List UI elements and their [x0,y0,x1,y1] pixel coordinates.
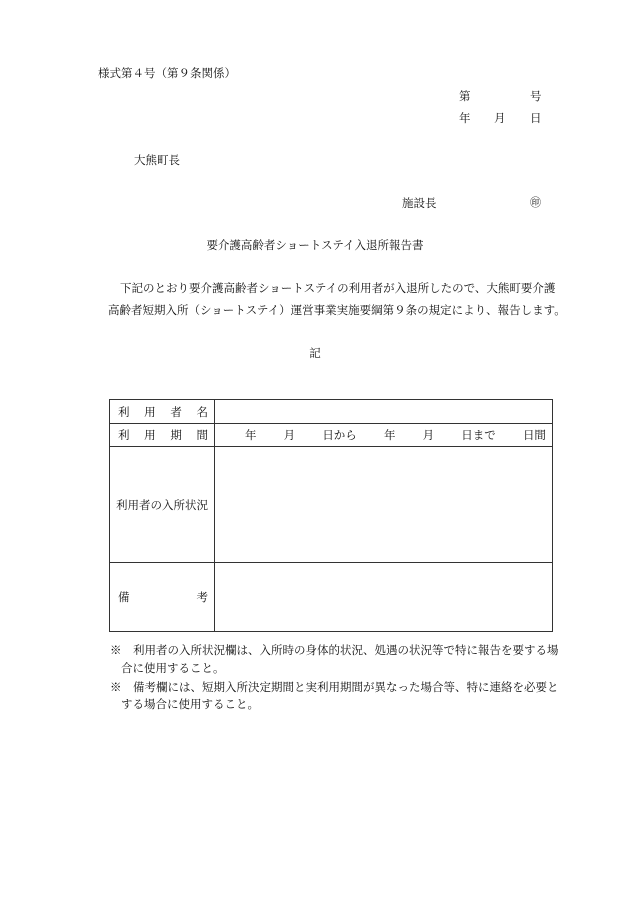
note-1-line-1: ※ 利用者の入所状況欄は、入所時の身体的状況、処遇の状況等で特に報告を要する場 [110,643,559,657]
admission-status-row [110,447,553,563]
admission-status-field[interactable] [215,447,553,563]
document-title: 要介護高齢者ショートステイ入退所報告書 [206,238,424,252]
form-number: 様式第４号（第９条関係） [98,66,236,80]
note-1-line-2: 合に使用すること。 [121,661,225,675]
body-text-line-1: 下記のとおり要介護高齢者ショートステイの利用者が入退所したので、大熊町要介護 [120,281,556,295]
remarks-row [110,563,553,632]
report-table [109,399,553,632]
seal-mark: ㊞ [530,196,541,209]
user-name-label: 利 用 者 名 [110,400,215,424]
facility-head-label: 施設長 [402,196,437,210]
date-month-label: 月 [494,111,506,125]
remarks-label: 備 考 [110,563,215,632]
note-2-line-1: ※ 備考欄には、短期入所決定期間と実利用期間が異なった場合等、特に連絡を必要と [110,680,559,694]
number-suffix: 号 [530,89,542,103]
number-prefix: 第 [459,89,471,103]
addressee: 大熊町長 [134,153,180,167]
usage-period-row [110,424,553,447]
note-2-line-2: する場合に使用すること。 [121,697,259,711]
usage-period-field[interactable]: 年 月 日から 年 月 日まで 日間 [215,424,553,447]
usage-period-label: 利 用 期 間 [110,424,215,447]
body-text-line-2: 高齢者短期入所（ショートステイ）運営事業実施要綱第９条の規定により、報告します。 [108,303,566,317]
remarks-field[interactable] [215,563,553,632]
user-name-row [110,400,553,424]
ki-heading: 記 [309,346,321,360]
date-year-label: 年 [459,111,471,125]
user-name-field[interactable] [215,400,553,424]
admission-status-label: 利用者の入所状況 [110,447,215,563]
date-day-label: 日 [530,111,542,125]
